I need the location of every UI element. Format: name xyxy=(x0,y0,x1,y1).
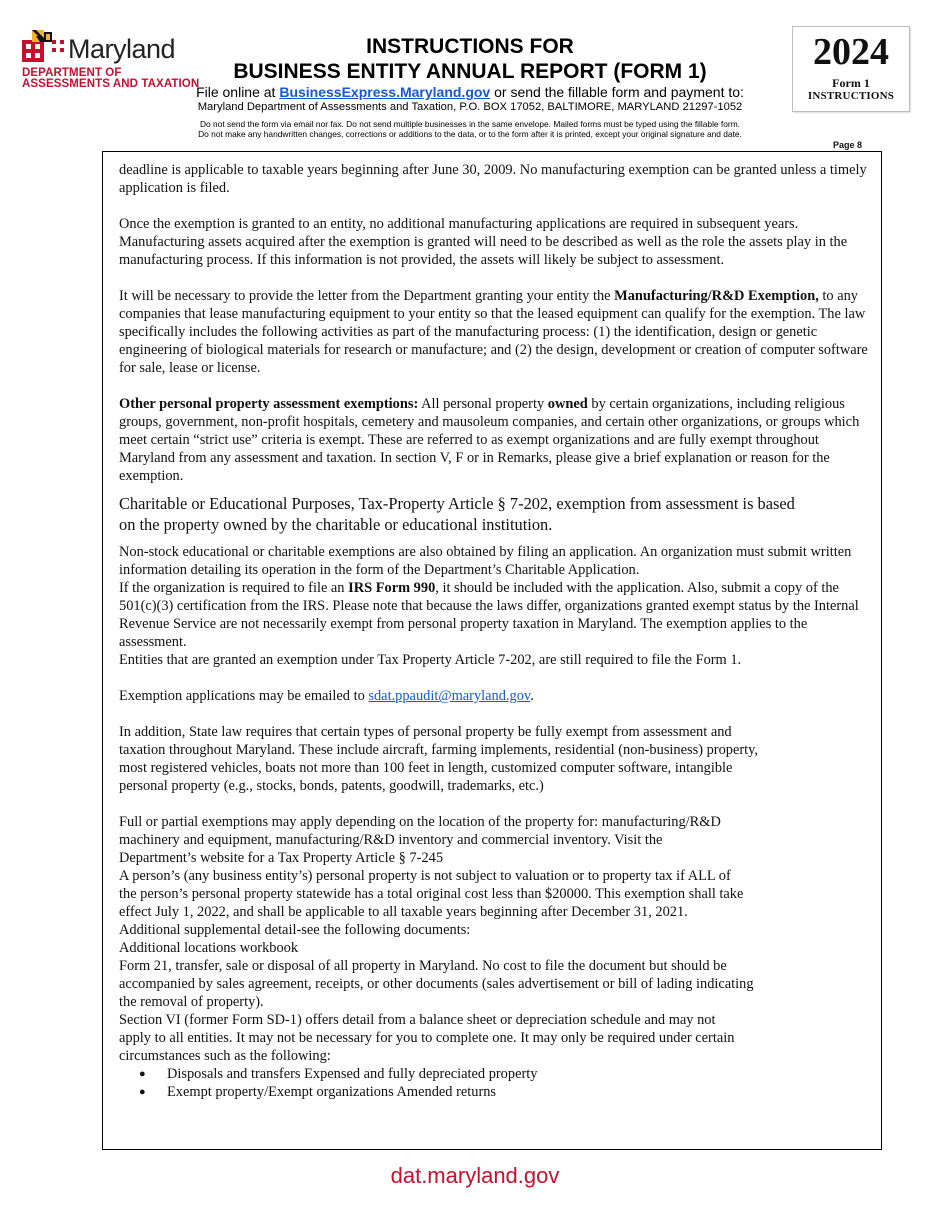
text-run: , it should be included with the application. Also, submit a copy of the 501(c)(3) certification from the IRS. Please note that because the laws differ, organizations granted exempt status by the Internal Revenue Service are not necessarily exempt from personal property taxation in Maryland. The exemption applies to the assessment. xyxy=(119,580,859,650)
paragraph-workbook: Additional locations workbook xyxy=(119,940,299,956)
text-run: If the organization is required to file an xyxy=(119,580,345,596)
business-express-link[interactable]: BusinessExpress.Maryland.gov xyxy=(279,84,491,100)
year-box xyxy=(792,26,910,112)
filing-note-2: Do not make any handwritten changes, corrections or additions to the data, or to the form after it is printed, except your original signature and date. xyxy=(198,129,742,139)
text-run: . xyxy=(530,688,534,704)
title-line1: INSTRUCTIONS FOR xyxy=(366,35,574,58)
file-suffix: or send the fillable form and payment to: xyxy=(494,84,744,100)
paragraph-irs-form xyxy=(119,579,869,651)
paragraph-full-partial: Full or partial exemptions may apply depending on the location of the property for: manufacturing/R&D machinery and equipment, manufacturing/R&D inventory and commercial inventory. Visit the Department’s website for a Tax Property Article § 7-245 xyxy=(119,814,721,866)
bold-run: Manufacturing/R&D Exemption, xyxy=(614,288,819,304)
paragraph-supplemental: Additional supplemental detail-see the following documents: xyxy=(119,922,471,938)
paragraph-form-21: Form 21, transfer, sale or disposal of all property in Maryland. No cost to file the document but should be accompanied by sales agreement, receipts, or other documents (sales advertisement or bill of lading indicating the removal of property). xyxy=(119,958,754,1010)
form-year: 2024 xyxy=(813,31,889,73)
paragraph-deadline: deadline is applicable to taxable years beginning after June 30, 2009. No manufacturing exemption can be granted unless a timely application is filed. xyxy=(119,162,867,196)
text-run: Exemption applications may be emailed to xyxy=(119,688,365,704)
charitable-heading-line1: Charitable or Educational Purposes, Tax-Property Article § 7-202, exemption from assessment is based xyxy=(119,494,795,513)
logo-dept-line2: ASSESSMENTS AND TAXATION xyxy=(22,78,200,90)
paragraph-non-stock: Non-stock educational or charitable exemptions are also obtained by filing an application. An organization must submit written information detailing its operation in the form of the Department’s Charitable Application. xyxy=(119,544,852,578)
paragraph-exemption-granted: Once the exemption is granted to an entity, no additional manufacturing applications are required in subsequent years. Manufacturing assets acquired after the exemption is granted will need to be described as well as the role the assets play in the manufacturing process. If this information is not provided, the assets will likely be subject to assessment. xyxy=(119,216,848,268)
bold-run: owned xyxy=(547,396,588,412)
footer-url[interactable]: dat.maryland.gov xyxy=(390,1163,560,1188)
page-header xyxy=(160,34,780,139)
paragraph-20000: A person’s (any business entity’s) personal property is not subject to valuation or to property tax if ALL of the person’s personal property statewide has a total original cost less than $20000. This exemption shall take effect July 1, 2022, and shall be applicable to all taxable years beginning after December 31, 2021. xyxy=(119,868,744,920)
mailing-address: Maryland Department of Assessments and Taxation, P.O. BOX 17052, BALTIMORE, MARYLAND 21297-1052 xyxy=(197,101,743,113)
text-run: It will be necessary to provide the letter from the Department granting your entity the xyxy=(119,288,611,304)
instructions-label: INSTRUCTIONS xyxy=(807,90,895,102)
logo-wordmark: Maryland xyxy=(68,34,176,64)
paragraph-manufacturing-letter xyxy=(119,287,869,377)
paragraph-other-exemptions xyxy=(119,395,869,485)
paragraph-state-law: In addition, State law requires that certain types of personal property be fully exempt from assessment and taxation throughout Maryland. These include aircraft, farming implements, residential (non-business) property, most registered vehicles, boats not more than 100 feet in length, customized computer software, intangible personal property (e.g., stocks, bonds, patents, goodwill, trademarks, etc.) xyxy=(119,724,759,794)
bold-run: Other personal property assessment exemptions: xyxy=(119,396,419,412)
text-run: to any companies that lease manufacturing equipment to your entity so that the leased equipment can qualify for the exemption. The law specifically includes the following activities as part of the manufacturing process: (1) the identification, design or genetic engineering of biological materials for research or manufacture; and (2) the design, development or creation of computer software for sale, lease or license. xyxy=(119,288,868,376)
paragraph-email xyxy=(119,687,869,705)
maryland-flag-icon xyxy=(22,30,66,62)
filing-note-1: Do not send the form via email nor fax. Do not send multiple businesses in the same envelope. Mailed forms must be typed using the fillable form. xyxy=(200,119,740,129)
text-run: by certain organizations, including religious groups, government, non-profit hospitals, cemetery and mausoleum companies, and certain other organizations, or groups which meet certain “strict use” criteria is exempt. These are referred to as exempt organizations and are fully exempt throughout Maryland from any assessment and taxation. In section V, F or in Remarks, please give a brief explanation or reason for the exemption. xyxy=(119,396,860,484)
text-run: All personal property xyxy=(421,396,545,412)
form-label: Form 1 xyxy=(832,76,870,90)
circumstance-list xyxy=(119,1065,869,1101)
paragraph-section-vi: Section VI (former Form SD-1) offers detail from a balance sheet or depreciation schedule and may not apply to all entities. It may not be necessary for you to complete one. It may only be required under certain circumstances such as the following: xyxy=(119,1012,735,1064)
page-number: Page 8 xyxy=(833,140,863,150)
list-item: ● Disposals and transfers Expensed and fully depreciated property xyxy=(119,1065,869,1083)
file-prefix: File online at xyxy=(196,84,276,100)
ppaudit-email-link[interactable]: sdat.ppaudit@maryland.gov xyxy=(368,688,531,704)
title-line2: BUSINESS ENTITY ANNUAL REPORT (FORM 1) xyxy=(233,60,707,83)
charitable-heading-line2: on the property owned by the charitable or educational institution. xyxy=(119,515,553,534)
filing-notes xyxy=(160,119,780,139)
paragraph-7-202: Entities that are granted an exemption under Tax Property Article 7-202, are still required to file the Form 1. xyxy=(119,652,742,668)
instructions-body xyxy=(119,161,869,1101)
logo-dept-line1: DEPARTMENT OF xyxy=(22,67,122,79)
list-item: ● Exempt property/Exempt organizations Amended returns xyxy=(119,1083,869,1101)
bold-run: IRS Form 990 xyxy=(348,580,436,596)
file-online-line xyxy=(160,84,780,100)
